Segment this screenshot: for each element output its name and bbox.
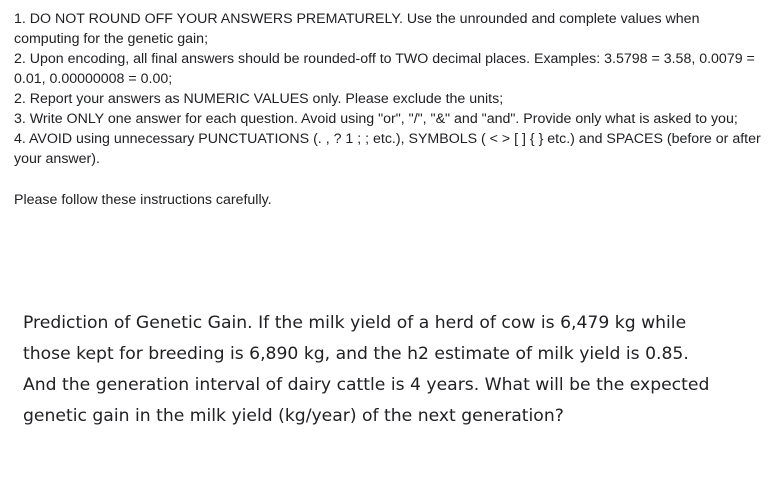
instruction-item-1: 1. DO NOT ROUND OFF YOUR ANSWERS PREMATURELY. Use the unrounded and complete values when computing for the genetic gain; (14, 11, 700, 47)
instructions-closing: Please follow these instructions carefully. (14, 192, 272, 208)
instruction-item-5: 4. AVOID using unnecessary PUNCTUATIONS (. , ? 1 ; ; etc.), SYMBOLS ( < > [ ] { } etc.) and SPACES (before or after your answer). (14, 131, 761, 167)
instruction-item-4: 3. Write ONLY one answer for each question. Avoid using "or", "/", "&" and "and". Provide only what is asked to you; (14, 111, 738, 127)
instruction-item-3: 2. Report your answers as NUMERIC VALUES only. Please exclude the units; (14, 91, 504, 107)
question-text: Prediction of Genetic Gain. If the milk yield of a herd of cow is 6,479 kg while those kept for breeding is 6,890 kg, and the h2 estimate of milk yield is 0.85. And the generation interval of dairy cattle is 4 years. What will be the expected genetic gain in the milk yield (kg/year) of the next generation? (23, 313, 710, 426)
instruction-item-2: 2. Upon encoding, all final answers should be rounded-off to TWO decimal places. Examples: 3.5798 = 3.58, 0.0079 = 0.01, 0.00000008 = 0.00; (14, 51, 755, 87)
instructions-block (14, 9, 764, 210)
